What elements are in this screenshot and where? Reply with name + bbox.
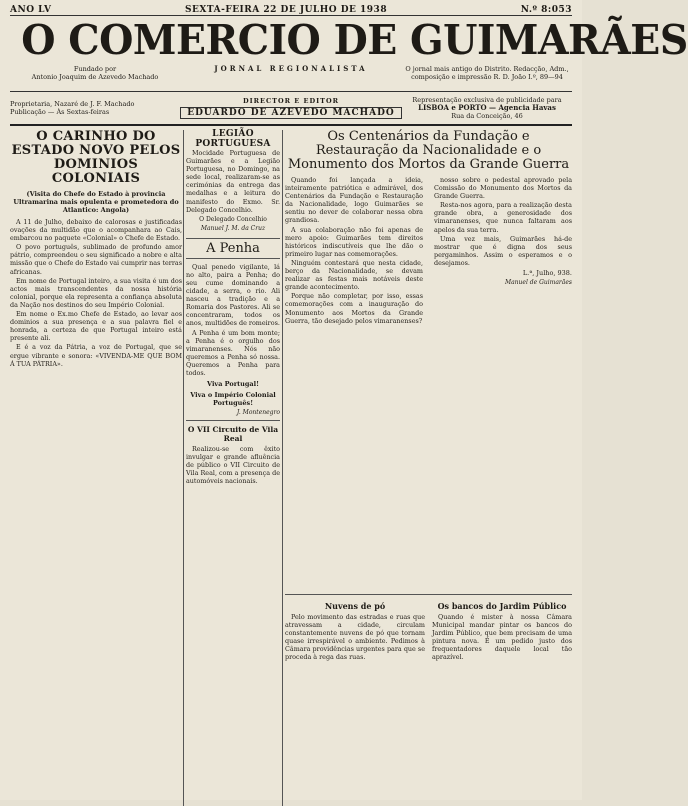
paragraph: Ninguém contestará que nesta cidade, berço da Nacionalidade, se devam realizar as festas mais notáveis deste grande acontecimento. [285, 258, 423, 292]
paragraph: Porque não completar, por isso, essas comemorações com a inauguração do Monumento aos Mortos da Grande Guerra, tão desejado pelos vimaranenses? [285, 292, 423, 325]
tagline: JORNAL REGIONALISTA [214, 64, 368, 73]
article-dateline: L.ª, Julho, 938. [522, 269, 572, 278]
article-colonial [10, 126, 182, 369]
nuvens-title: Nuvens de pó [324, 601, 386, 611]
director-label: DIRECTOR E EDITOR [242, 97, 340, 105]
advertising-label: Representação exclusiva de publicidade para [412, 96, 562, 104]
vii-circuito-body [186, 445, 280, 485]
director-block [180, 97, 402, 119]
issue-date: SEXTA-FEIRA 22 DE JULHO DE 1938 [185, 4, 388, 15]
paragraph: Pelo movimento das estradas e ruas que atravessam a cidade, circulam constantemente nuvens de pó que tornam quase irrespirável o ambiente. Pedimos à Câmara providências urgentes para que se proceda à rega das ruas. [285, 613, 425, 662]
lower-articles [285, 594, 572, 663]
middle-column [186, 126, 280, 487]
nuvens-body [285, 613, 425, 662]
masthead-subrow [10, 64, 572, 92]
article-centenarios [285, 126, 572, 806]
owner: Proprietaria, Nazaré de J. F. Machado [10, 100, 135, 108]
founder-block [10, 65, 180, 81]
paragraph: Em nome de Portugal inteiro, a sua visita é um dos actos mais transcendentes da nossa história colonial, porque ela representa a confiança absoluta da Nação nos destinos do seu Império Colonial. [10, 276, 182, 309]
issue-number: N.º 8:053 [520, 4, 572, 15]
paragraph: Resta-nos agora, para a realização desta grande obra, a generosidade dos vimaranenses, que nunca faltaram aos apelos da sua terra. [434, 201, 572, 234]
article-signature: Manuel de Guimarães [504, 279, 572, 287]
paragraph: Em nome o Ex.mo Chefe de Estado, ao levar aos dominios a sua presença e a sua palavra fiel e honrada, a certeza de que Portugal inteiro está presente ali. [10, 310, 182, 343]
advertising-address: Rua da Conceição, 46 [451, 112, 523, 120]
paragraph: Mocidade Portuguesa de Guimarães e a Legião Portuguesa, no Domingo, na sede local, realizaram-se as cerimónias da entrega das medalhas e a leitura do manifesto do Exmo. Sr. Delegado Concelhio. [186, 149, 280, 214]
column-rule [282, 130, 283, 806]
paragraph: A 11 de Julho, debaixo de calorosas e justificadas ovações da multidão que o acompanhara ao Cais, embarcou no paquete «Colonial» o Chefe de Estado. [10, 218, 182, 243]
year-label: ANO LV [10, 4, 52, 15]
bancos-body [432, 613, 572, 662]
info-block: O jornal mais antigo do Distrito. Redacção, Adm., composição e impressão R. D. João I.º, 89—94 [405, 65, 569, 81]
founder-name: Antonio Joaquim de Azevedo Machado [31, 73, 159, 81]
info-row [10, 92, 572, 126]
advertising-block [402, 96, 572, 120]
legiao-title: LEGIÃO PORTUGUESA [195, 129, 271, 149]
legiao-body [186, 149, 280, 214]
article-centenarios-columns [285, 176, 572, 326]
paragraph: Qual penedo vigilante, lá no alto, paira a Penha; do seu cume dominando a cidade, a serra, o rio. Ali nasceu a tradição e a Romaria dos Pastores. Ali se concentraram, todos os anos, multidões de romeiros. [186, 262, 280, 328]
vii-circuito-title: O VII Circuito de Vila Real [187, 425, 279, 444]
viva-imperio: Viva o Império Colonial Português! [190, 391, 276, 408]
founded-label: Fundado por [73, 65, 117, 73]
article-colonial-lead: (Visita do Chefe do Estado à provincia Ultramarina mais opulenta e prometedora do Atlantico: Angola) [13, 190, 179, 214]
owner-block [10, 100, 180, 116]
paragraph: A sua colaboração não foi apenas de mero apoio: Guimarães tem direitos históricos indiscutíveis que lhe dão o primeiro lugar nas comemorações. [285, 225, 423, 258]
bancos-title: Os bancos do Jardim Público [437, 601, 567, 611]
article-centenarios-right [434, 176, 572, 326]
paragraph: Quando é mister à nossa Câmara Municipal mandar pintar os bancos do Jardim Público, que bem precisam de uma pintura nova. É um pedido justo dos frequentadores daquele local tão aprazível. [432, 613, 572, 662]
legiao-signature: O Delegado Concelhio [199, 215, 267, 223]
tagline-block [180, 65, 402, 73]
paragraph: A Penha é um bom monte; a Penha é o orgulho dos vimaranenses. Nós não queremos a Penha só nossa. Queremos a Penha para todos. [186, 328, 280, 377]
article-centenarios-left [285, 176, 423, 326]
penha-signature: J. Montenegro [236, 409, 280, 417]
advertising-cities: LISBOA e PORTO — Agencia Havas [418, 103, 556, 112]
paragraph: Quando foi lançada a ideia, inteiramente patriótica e admirável, dos Centenários da Fundação e Restauração da Nacionalidade, logo Guimarães se sentiu no dever de colaborar nessa obra grandiosa. [285, 176, 423, 225]
divider [186, 420, 280, 421]
masthead-title: O COMERCIO DE GUIMARÃES [21, 16, 688, 64]
director-name: EDUARDO DE AZEVEDO MACHADO [180, 107, 402, 119]
publication-day: Publicação — Às Sextas-feiras [10, 108, 110, 116]
penha-body [186, 263, 280, 377]
penha-title: A Penha [186, 238, 280, 259]
top-strip [10, 4, 572, 16]
legiao-signature-name: Manuel J. M. da Cruz [200, 224, 266, 232]
paragraph: Realizou-se com êxito invulgar e grande afluência de público o VII Circuito de Vila Real, com a presença de automóveis nacionais. [186, 445, 280, 486]
paragraph: nosso sobre o pedestal aprovado pela Comissão do Monumento dos Mortos da Grande Guerra. [434, 176, 572, 201]
columns [10, 126, 572, 806]
column-rule [183, 130, 184, 806]
paragraph: O povo português, sublimado de profundo amor pátrio, compreendeu o seu significado a nobre e alta missão que o Chefe do Estado vai cumprir nas terras africanas. [10, 243, 182, 276]
paragraph: E é a voz da Pátria, a voz de Portugal, que se ergue vibrante e sonora: «VIVENDA-ME QUE BOM Á TUA PÁTRIA». [10, 343, 182, 368]
article-colonial-body [10, 218, 182, 368]
article-bancos [432, 597, 572, 663]
article-nuvens [285, 597, 425, 663]
article-centenarios-title: Os Centenários da Fundação e Restauração da Nacionalidade e o Monumento dos Mortos da Grande Guerra [287, 129, 570, 172]
paragraph: Uma vez mais, Guimarães há-de mostrar que é digna dos seus pergaminhos. Assim o esperamos e o desejamos. [434, 234, 572, 267]
viva-portugal: Viva Portugal! [207, 380, 259, 389]
article-colonial-title: O CARINHO DO ESTADO NOVO PELOS DOMINIOS COLONIAIS [11, 129, 181, 186]
